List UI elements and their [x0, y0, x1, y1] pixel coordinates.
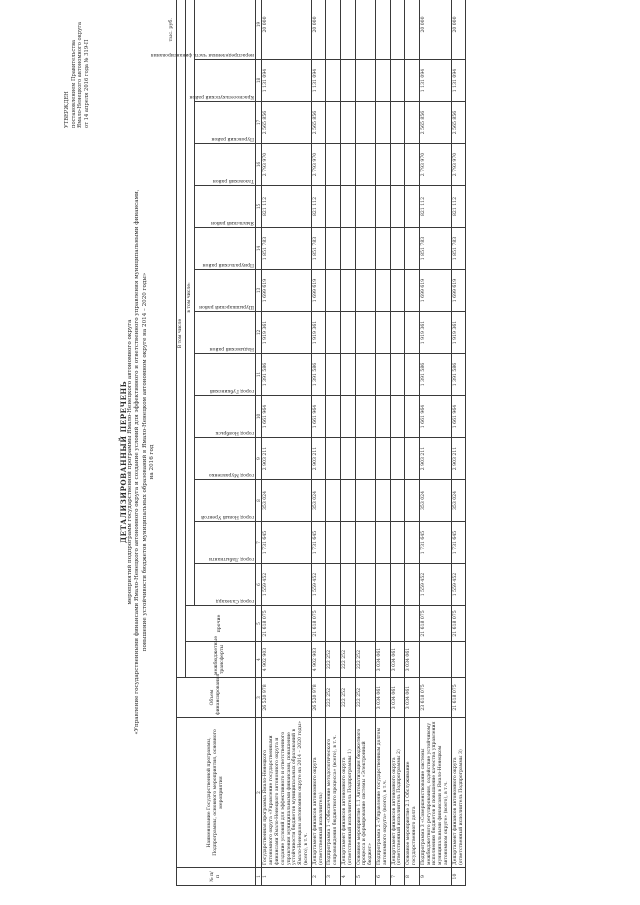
header-district-label: Надымский район — [209, 346, 254, 351]
row-name: Департамент финансов автономного округа (ответственный исполнитель) — [311, 718, 326, 868]
row-district-value: 2 903 211 — [262, 438, 311, 480]
column-index-cell: 6 — [255, 564, 262, 606]
column-index-cell: 13 — [255, 270, 262, 312]
header-district-label: Ямальский район — [210, 220, 254, 225]
row-number: 5 — [355, 868, 375, 886]
column-index-cell: 19 — [255, 0, 262, 60]
row-district-value — [390, 270, 405, 312]
row-district-value: 2 565 856 — [419, 102, 451, 144]
header-district-label: город Новый Уренгой — [200, 514, 254, 519]
row-district-value — [375, 144, 390, 186]
header-district — [194, 270, 255, 312]
row-number: 7 — [390, 868, 405, 886]
row-number: 6 — [375, 868, 390, 886]
header-district — [194, 438, 255, 480]
row-total: 222 252 — [326, 678, 341, 718]
row-interbudget: 3 034 061 — [405, 642, 420, 678]
row-name: Департамент финансов автономного округа (ответственный исполнитель Подпрограммы 3) — [451, 718, 466, 868]
table-row — [390, 0, 405, 886]
row-total: 26 520 978 — [311, 678, 326, 718]
header-district-label: город Губкинский — [209, 388, 254, 393]
row-interbudget — [451, 642, 466, 678]
row-district-value — [390, 396, 405, 438]
row-number: 10 — [451, 868, 466, 886]
row-other — [340, 606, 355, 642]
row-district-value: 1 131 094 — [451, 60, 466, 102]
row-district-value — [355, 522, 375, 564]
row-total: 3 034 061 — [375, 678, 390, 718]
row-district-value: 1 559 452 — [419, 564, 451, 606]
header-district — [189, 60, 255, 102]
row-name: Подпрограмма 2 «Управление государственным долгом автономного округа» (всего), в т.ч. — [375, 718, 390, 868]
header-district — [194, 354, 255, 396]
header-district-label: Тазовский район — [212, 178, 254, 183]
row-district-value: 20 000 — [262, 0, 311, 60]
row-district-value — [326, 312, 341, 354]
row-district-value — [375, 186, 390, 228]
row-district-value: 1 731 645 — [262, 522, 311, 564]
row-district-value — [340, 564, 355, 606]
row-district-value: 1 131 094 — [419, 60, 451, 102]
row-district-value — [390, 438, 405, 480]
row-district-value: 353 024 — [451, 480, 466, 522]
row-district-value — [405, 354, 420, 396]
approval-line-2: постановлением Правительства — [70, 39, 77, 128]
column-index-cell: 3 — [255, 678, 262, 718]
header-district — [194, 228, 255, 270]
table-body — [262, 0, 466, 886]
header-district — [194, 312, 255, 354]
row-district-value: 1 131 094 — [262, 60, 311, 102]
row-district-value: 1 391 586 — [451, 354, 466, 396]
row-interbudget: 222 252 — [326, 642, 341, 678]
header-district — [194, 564, 255, 606]
column-index-cell: 16 — [255, 144, 262, 186]
row-district-value: 1 731 645 — [311, 522, 326, 564]
row-district-value: 821 112 — [451, 186, 466, 228]
row-district-value — [355, 0, 375, 60]
title-line-4: на 2016 год — [148, 444, 155, 480]
column-index-cell: 5 — [255, 606, 262, 642]
title-line-2: «Управление государственными финансами Ямало-Ненецкого автономного округа и создание условий для эффективного и ответственного управления муниципальными финансами, — [134, 189, 141, 735]
approval-line-1: УТВЕРЖДЕН — [64, 91, 70, 128]
header-district — [194, 102, 255, 144]
row-total: 222 252 — [355, 678, 375, 718]
row-district-value: 1 661 964 — [419, 396, 451, 438]
row-district-value — [355, 144, 375, 186]
column-index-row — [255, 0, 262, 886]
row-district-value — [326, 564, 341, 606]
row-district-value — [326, 60, 341, 102]
column-index-cell: 14 — [255, 228, 262, 270]
row-district-value — [375, 0, 390, 60]
document-title — [120, 182, 156, 742]
row-district-value — [390, 480, 405, 522]
row-district-value: 1 391 586 — [311, 354, 326, 396]
header-num: № п/п — [177, 868, 256, 886]
header-municipal: в том числе: — [185, 0, 194, 606]
header-district — [194, 396, 255, 438]
table-row — [419, 0, 451, 886]
column-index-cell: 10 — [255, 396, 262, 438]
row-district-value: 20 000 — [451, 0, 466, 60]
header-district-label: Красноселькупский район — [189, 94, 254, 99]
header-interbudget: межбюджетные трансферты — [185, 642, 255, 678]
table-row — [340, 0, 355, 886]
table-row — [326, 0, 341, 886]
row-district-value: 1 851 783 — [262, 228, 311, 270]
row-district-value — [375, 564, 390, 606]
row-district-value: 821 112 — [311, 186, 326, 228]
row-district-value — [390, 228, 405, 270]
table-row — [405, 0, 420, 886]
header-district-label: нераспределенная часть финансирования — [150, 52, 254, 57]
row-district-value: 1 699 619 — [311, 270, 326, 312]
row-district-value: 1 919 361 — [451, 312, 466, 354]
row-district-value — [375, 438, 390, 480]
column-index-cell: 15 — [255, 186, 262, 228]
column-index-cell: 12 — [255, 312, 262, 354]
row-district-value — [340, 270, 355, 312]
row-number: 1 — [262, 868, 311, 886]
row-name: Подпрограмма 1 «Обеспечение методологического сопровождения бюджетного процесса» (всего), в т.ч. — [326, 718, 341, 868]
row-district-value — [390, 354, 405, 396]
row-district-value — [340, 354, 355, 396]
row-district-value — [326, 186, 341, 228]
row-district-value — [326, 480, 341, 522]
header-district-label: город Лабытнанги — [208, 556, 254, 561]
row-district-value: 1 699 619 — [451, 270, 466, 312]
row-district-value — [390, 312, 405, 354]
approval-line-4: от 14 апреля 2016 года № 319-П — [83, 39, 90, 128]
row-district-value — [405, 102, 420, 144]
header-district — [194, 144, 255, 186]
row-number: 9 — [419, 868, 451, 886]
header-district — [194, 522, 255, 564]
row-district-value: 1 731 645 — [451, 522, 466, 564]
row-district-value: 1 919 361 — [262, 312, 311, 354]
table-row — [355, 0, 375, 886]
column-index-cell: 18 — [255, 60, 262, 102]
row-total: 3 034 061 — [390, 678, 405, 718]
row-district-value — [405, 186, 420, 228]
header-district — [194, 480, 255, 522]
row-district-value — [340, 0, 355, 60]
row-district-value — [340, 522, 355, 564]
row-district-value — [355, 480, 375, 522]
row-district-value — [375, 480, 390, 522]
row-district-value — [340, 480, 355, 522]
row-district-value: 1 851 783 — [419, 228, 451, 270]
row-district-value — [355, 438, 375, 480]
row-district-value — [326, 228, 341, 270]
row-district-value — [340, 60, 355, 102]
header-district-label: город Ноябрьск — [215, 430, 254, 435]
row-district-value — [326, 144, 341, 186]
row-interbudget — [419, 642, 451, 678]
row-district-value: 2 793 970 — [451, 144, 466, 186]
row-district-value — [355, 564, 375, 606]
row-district-value — [405, 564, 420, 606]
row-other: 21 618 075 — [419, 606, 451, 642]
row-district-value — [355, 102, 375, 144]
row-district-value: 1 731 645 — [419, 522, 451, 564]
header-district-label: Пуровский район — [210, 136, 254, 141]
row-district-value — [326, 438, 341, 480]
row-district-value: 1 661 964 — [451, 396, 466, 438]
table-row — [311, 0, 326, 886]
row-interbudget: 4 902 903 — [311, 642, 326, 678]
column-index-cell: 2 — [255, 718, 262, 868]
row-district-value: 2 565 856 — [262, 102, 311, 144]
row-district-value: 1 699 619 — [262, 270, 311, 312]
row-name: Основное мероприятие 1.1 Автоматизация бюджетного процесса и формирование системы «Электронный бюджет» — [355, 718, 375, 868]
row-interbudget: 3 034 061 — [375, 642, 390, 678]
header-district-label: Шурышкарский район — [198, 304, 254, 309]
row-district-value: 1 919 361 — [311, 312, 326, 354]
row-district-value — [326, 102, 341, 144]
header-district — [194, 186, 255, 228]
row-district-value: 1 559 452 — [262, 564, 311, 606]
title-line-3: повышение устойчивости бюджетов муниципальных образований в Ямало-Ненецком автономном округе на 2014 – 2020 годы» — [141, 272, 148, 652]
row-district-value: 353 024 — [311, 480, 326, 522]
row-district-value: 353 024 — [419, 480, 451, 522]
column-index-cell: 4 — [255, 642, 262, 678]
row-district-value — [405, 0, 420, 60]
row-district-value: 1 391 586 — [419, 354, 451, 396]
row-other — [326, 606, 341, 642]
row-total: 26 520 978 — [262, 678, 311, 718]
row-other — [355, 606, 375, 642]
row-district-value — [355, 396, 375, 438]
title-line-1: мероприятий подпрограмм государственной программы Ямало-Ненецкого автономного округа — [127, 319, 134, 605]
table-row — [262, 0, 311, 886]
column-index-cell: 1 — [255, 868, 262, 886]
row-district-value: 1 851 783 — [311, 228, 326, 270]
column-index-cell: 17 — [255, 102, 262, 144]
row-district-value — [355, 354, 375, 396]
row-number: 8 — [405, 868, 420, 886]
row-interbudget: 222 252 — [355, 642, 375, 678]
row-district-value — [390, 522, 405, 564]
row-district-value: 2 793 970 — [419, 144, 451, 186]
row-district-value: 1 391 586 — [262, 354, 311, 396]
row-district-value — [340, 144, 355, 186]
row-total: 21 618 075 — [451, 678, 466, 718]
row-district-value — [405, 522, 420, 564]
row-district-value: 1 919 361 — [419, 312, 451, 354]
row-name: Государственная программа Ямало-Ненецкого автономного округа «Управление государственными финансами Ямало-Ненецкого автономного округа и создание условий для эффективного и ответственного управления муниципальными финансами, повышение устойчивости бюджетов муниципальных образований в Ямало-Ненецком автономном округе на 2014 – 2020 годы» (всего), в т.ч. — [262, 718, 311, 868]
row-name: Департамент финансов автономного округа (ответственный исполнитель Подпрограммы 1) — [340, 718, 355, 868]
row-other: 21 618 075 — [311, 606, 326, 642]
header-name: Наименование Государственной программы, Подпрограммы, основного мероприятия, основного мероприятия — [177, 718, 256, 868]
row-district-value — [375, 312, 390, 354]
row-district-value: 2 565 856 — [451, 102, 466, 144]
header-incl: В том числе — [177, 0, 186, 678]
header-district-label: город Муравленко — [208, 472, 254, 477]
row-district-value — [355, 60, 375, 102]
row-district-value: 20 000 — [419, 0, 451, 60]
row-district-value — [390, 102, 405, 144]
row-district-value — [390, 0, 405, 60]
row-district-value — [340, 396, 355, 438]
row-district-value — [340, 102, 355, 144]
row-other: 21 618 075 — [262, 606, 311, 642]
row-district-value — [405, 312, 420, 354]
row-interbudget: 4 902 903 — [262, 642, 311, 678]
row-district-value — [340, 228, 355, 270]
row-district-value — [405, 60, 420, 102]
row-district-value: 2 793 970 — [262, 144, 311, 186]
row-other — [390, 606, 405, 642]
row-district-value — [326, 354, 341, 396]
row-district-value — [355, 228, 375, 270]
row-district-value — [390, 186, 405, 228]
row-district-value: 2 565 856 — [311, 102, 326, 144]
row-district-value — [390, 144, 405, 186]
row-district-value — [375, 354, 390, 396]
row-district-value: 1 851 783 — [451, 228, 466, 270]
column-index-cell: 9 — [255, 438, 262, 480]
title-main: ДЕТАЛИЗИРОВАННЫЙ ПЕРЕЧЕНЬ — [119, 380, 128, 544]
row-other — [405, 606, 420, 642]
row-district-value — [390, 564, 405, 606]
row-number: 3 — [326, 868, 341, 886]
row-district-value — [390, 60, 405, 102]
row-district-value: 821 112 — [262, 186, 311, 228]
row-district-value — [405, 270, 420, 312]
row-total: 222 252 — [340, 678, 355, 718]
header-district-label: Приуральский район — [202, 262, 254, 267]
row-district-value — [355, 312, 375, 354]
header-district-label: город Салехард — [215, 598, 254, 603]
row-name: Основное мероприятие 2.1 Обслуживание государственного долга — [405, 718, 420, 868]
column-index-cell: 11 — [255, 354, 262, 396]
row-number: 4 — [340, 868, 355, 886]
row-district-value — [375, 228, 390, 270]
row-district-value: 353 024 — [262, 480, 311, 522]
header-other: прочие — [185, 606, 255, 642]
row-district-value: 1 661 964 — [311, 396, 326, 438]
row-district-value: 2 903 211 — [311, 438, 326, 480]
row-name: Департамент финансов автономного округа (ответственный исполнитель Подпрограммы 2) — [390, 718, 405, 868]
row-district-value — [405, 396, 420, 438]
table-row — [451, 0, 466, 886]
row-district-value — [375, 396, 390, 438]
approval-line-3: Ямало-Ненецкого автономного округа — [77, 21, 84, 128]
column-index-cell: 8 — [255, 480, 262, 522]
rotated-sheet — [60, 12, 580, 892]
row-district-value — [340, 186, 355, 228]
row-district-value — [355, 270, 375, 312]
row-district-value: 20 000 — [311, 0, 326, 60]
row-district-value — [326, 522, 341, 564]
row-other — [375, 606, 390, 642]
row-total: 3 034 061 — [405, 678, 420, 718]
row-district-value — [405, 144, 420, 186]
row-district-value — [405, 480, 420, 522]
row-district-value: 1 661 964 — [262, 396, 311, 438]
row-interbudget: 3 034 061 — [390, 642, 405, 678]
row-district-value — [405, 438, 420, 480]
row-district-value — [326, 270, 341, 312]
unit-label: тыс. руб. — [168, 18, 174, 42]
row-district-value: 821 112 — [419, 186, 451, 228]
row-other: 21 618 075 — [451, 606, 466, 642]
row-district-value: 1 699 619 — [419, 270, 451, 312]
row-name: Подпрограмма 3 «Совершенствование системы межбюджетного регулирования, содействие устойчивому исполнению бюджетов и повышение качества управления муниципальными финансами в Ямало-Ненецком автономном округе» (всего), в т.ч. — [419, 718, 451, 868]
row-district-value — [375, 102, 390, 144]
row-district-value — [340, 438, 355, 480]
row-district-value: 1 559 452 — [311, 564, 326, 606]
row-district-value: 2 793 970 — [311, 144, 326, 186]
row-district-value — [326, 396, 341, 438]
approval-stamp — [64, 18, 90, 128]
row-district-value: 1 559 452 — [451, 564, 466, 606]
row-district-value: 1 131 094 — [311, 60, 326, 102]
header-total: Объем финансирования — [177, 678, 256, 718]
row-district-value — [375, 270, 390, 312]
row-district-value — [355, 186, 375, 228]
row-number: 2 — [311, 868, 326, 886]
row-district-value — [375, 522, 390, 564]
row-district-value: 2 903 211 — [451, 438, 466, 480]
row-district-value: 2 903 211 — [419, 438, 451, 480]
row-district-value — [375, 60, 390, 102]
column-index-cell: 7 — [255, 522, 262, 564]
row-district-value — [340, 312, 355, 354]
row-total: 23 618 075 — [419, 678, 451, 718]
row-interbudget: 222 252 — [340, 642, 355, 678]
row-district-value — [326, 0, 341, 60]
row-district-value — [405, 228, 420, 270]
table-row — [375, 0, 390, 886]
